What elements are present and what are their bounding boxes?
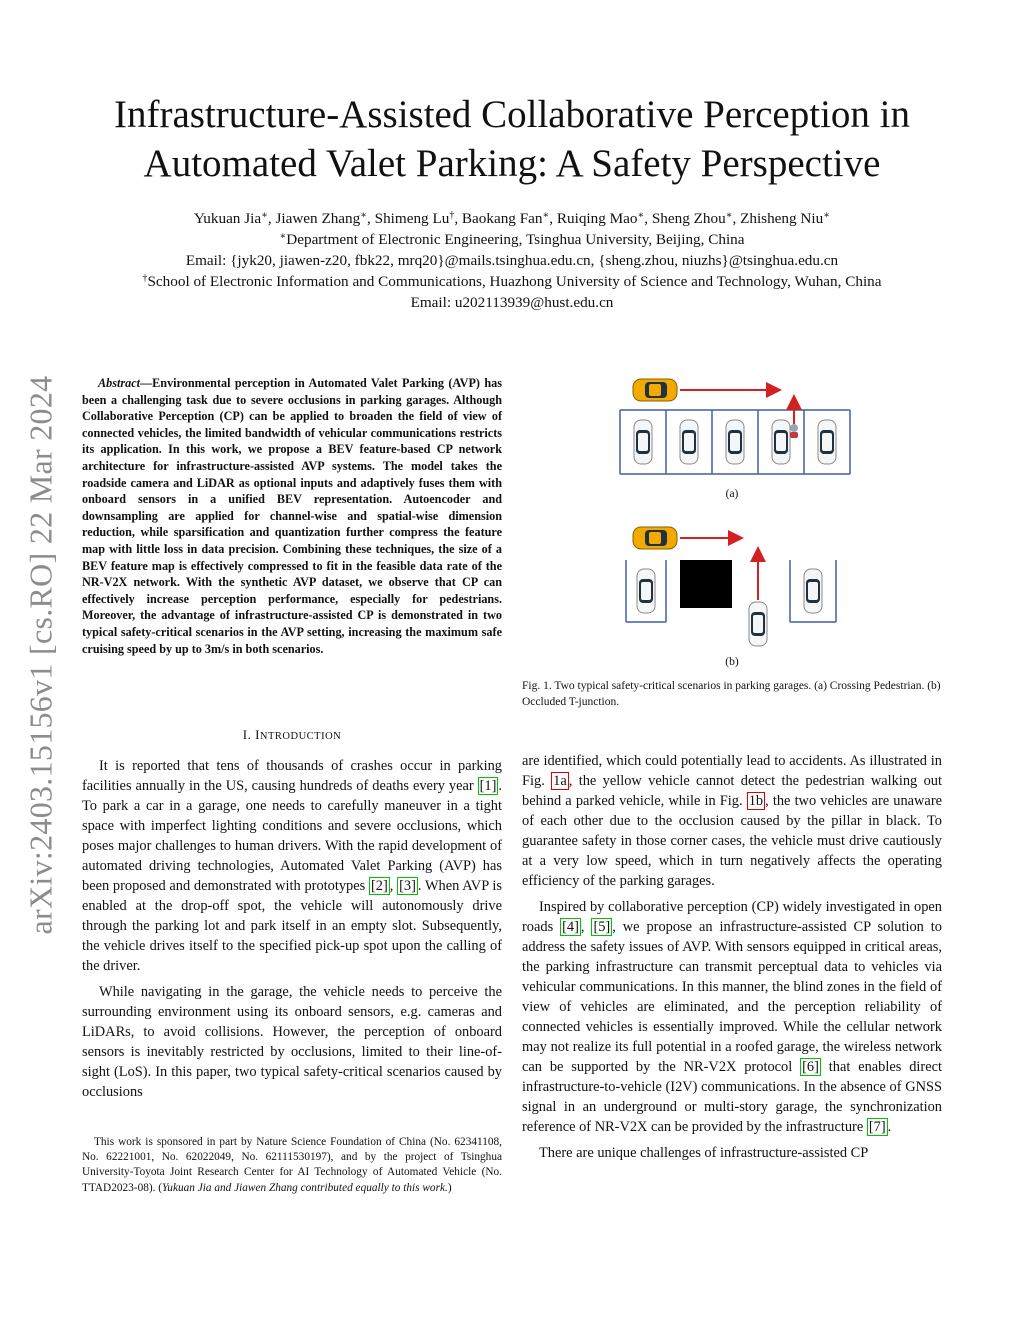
author-block xyxy=(60,208,964,313)
affiliation-mark: ∗ xyxy=(360,210,368,221)
citation-link[interactable]: [3] xyxy=(399,878,416,894)
author-name: Yukuan Jia xyxy=(194,210,262,227)
paragraph: There are unique challenges of infrastructure-assisted CP xyxy=(539,1145,869,1161)
arxiv-identifier-text: arXiv:2403.15156v1 [cs.RO] 22 Mar 2024 xyxy=(22,375,59,935)
figure-reference-link[interactable]: 1b xyxy=(748,793,764,809)
citation-link[interactable]: [2] xyxy=(370,878,388,894)
pedestrian-icon xyxy=(790,424,798,438)
parked-vehicle xyxy=(804,569,822,613)
paper-title xyxy=(60,90,964,188)
yellow-vehicle xyxy=(633,379,677,401)
affiliation-tsinghua: ∗Department of Electronic Engineering, Tsinghua University, Beijing, China xyxy=(279,231,745,248)
author-name: Ruiqing Mao xyxy=(556,210,638,227)
abstract-label: Abstract xyxy=(98,376,140,390)
yellow-vehicle xyxy=(633,527,677,549)
right-column-text xyxy=(522,751,942,1169)
affiliation-mark: ∗ xyxy=(261,210,268,221)
abstract-text: Environmental perception in Automated Valet Parking (AVP) has been a challenging task due to severe occlusions in parking garages. Although Collaborative Perception (CP) can be applied to broaden the field of view of connected vehicles, the limited bandwidth of vehicular communications restricts its application. In this work, we propose a BEV feature-based CP network architecture for infrastructure-assisted AVP systems. The model takes the roadside camera and LiDAR as optional inputs and adaptively fuses them with onboard sensors in a unified BEV representation. Autoencoder and downsampling are applied for channel-wise and spatial-wise dimension reduction, while sparsification and quantization further compress the feature map with little loss in data precision. Combining these techniques, the size of a BEV feature map is effectively compressed to fit in the feasible data rate of the NR-V2X network. With the synthetic AVP dataset, we observe that CP can effectively increase perception performance, especially for pedestrians. Moreover, the advantage of infrastructure-assisted CP is demonstrated in two typical safety-critical scenarios in the AVP setting, increasing the maximum safe cruising speed by up to 3m/s in both scenarios. xyxy=(82,376,502,656)
figure-1b-occluded-t-junction xyxy=(600,522,860,652)
author-list: Yukuan Jia∗, Jiawen Zhang∗, Shimeng Lu†, Baokang Fan∗, Ruiqing Mao∗, Sheng Zhou∗, Zhisheng Niu∗ xyxy=(194,210,830,227)
affiliation-mark: ∗ xyxy=(637,210,645,221)
author-name: Baokang Fan xyxy=(461,210,543,227)
citation-link[interactable]: [7] xyxy=(868,1119,886,1135)
email-hust: Email: u202113939@hust.edu.cn xyxy=(410,294,614,311)
affiliation-mark: † xyxy=(449,210,455,221)
figure-caption: Fig. 1. Two typical safety-critical scenarios in parking garages. (a) Crossing Pedestrian. (b) Occluded T-junction. xyxy=(522,680,941,708)
arxiv-identifier xyxy=(20,350,62,960)
citation-link[interactable]: [1] xyxy=(479,778,497,794)
section-heading-introduction: I. INTRODUCTION xyxy=(242,727,342,742)
parked-vehicle xyxy=(772,420,790,464)
paragraph: It is reported that tens of thousands of crashes occur in parking facilities annually in the US, causing hundreds of deaths every year [1] . To park a car in a garage, one needs to carefully maneuver in a tight space with imperfect lighting conditions and severe occlusions, which poses major challenges to human drivers. With the rapid development of automated driving technologies, Automated Valet Parking (AVP) has been proposed and demonstrated with prototypes [2] , [3] . When AVP is enabled at the drop-off spot, the vehicle will autonomously drive through the parking lot and park itself in an empty slot. Subsequently, the vehicle drives itself to the specified pick-up spot upon the calling of the driver. xyxy=(82,758,502,974)
affiliation-mark: ∗ xyxy=(725,210,733,221)
parked-vehicle xyxy=(634,420,652,464)
subfigure-label-a: (a) xyxy=(725,488,739,500)
paragraph: are identified, which could potentially lead to accidents. As illustrated in Fig. 1a , the yellow vehicle cannot detect the pedestrian walking out behind a parked vehicle, while in Fig. 1b , the two vehicles are unaware of each other due to the occlusion caused by the pillar in black. To guarantee safety in those corner cases, the vehicle must drive cautiously at a very low speed, which in turn negatively affects the operating efficiency of the parking garages. xyxy=(522,753,942,889)
figure-reference-link[interactable]: 1a xyxy=(553,773,567,789)
parked-vehicle xyxy=(726,420,744,464)
occluding-pillar xyxy=(680,560,732,608)
second-vehicle xyxy=(749,602,767,646)
affiliation-hust: †School of Electronic Information and Communications, Huazhong University of Science and Technology, Wuhan, China xyxy=(142,273,882,290)
parked-vehicle xyxy=(680,420,698,464)
affiliation-mark: ∗ xyxy=(823,210,830,221)
paragraph: Inspired by collaborative perception (CP) widely investigated in open roads [4] , [5] , we propose an infrastructure-assisted CP solution to address the safety issues of AVP. With sensors equipped in critical areas, the parking infrastructure can transmit perceptual data to vehicles via vehicular communications. In this manner, the blind zones in the field of view of vehicles are eliminated, and the perception reliability of connected vehicles is essentially improved. While the cellular network may not realize its full potential in a roofed garage, the wireless network can be supported by the NR-V2X protocol [6] that enables direct infrastructure-to-vehicle (I2V) communications. In the absence of GNSS signal in an underground or multi-story garage, the synchronization reference of NR-V2X can be provided by the infrastructure [7] . xyxy=(522,899,942,1135)
citation-link[interactable]: [6] xyxy=(802,1059,819,1075)
figure-1a-crossing-pedestrian xyxy=(600,370,860,480)
affiliation-mark: ∗ xyxy=(542,210,550,221)
paragraph: While navigating in the garage, the vehicle needs to perceive the surrounding environment using its onboard sensors, e.g. cameras and LiDARs, to avoid collisions. However, the perception of onboard sensors is inevitably restricted by occlusions, limited to their line-of-sight (LoS). In this paper, two typical safety-critical scenarios caused by occlusions xyxy=(82,984,502,1100)
author-name: Shimeng Lu xyxy=(374,210,450,227)
citation-link[interactable]: [4] xyxy=(562,919,579,935)
author-name: Zhisheng Niu xyxy=(740,210,824,227)
author-name: Jiawen Zhang xyxy=(275,210,361,227)
parked-vehicle xyxy=(818,420,836,464)
introduction-text xyxy=(82,756,502,1108)
parked-vehicle xyxy=(637,569,655,613)
title-line-2: Automated Valet Parking: A Safety Perspective xyxy=(143,142,881,185)
email-tsinghua: Email: {jyk20, jiawen-z20, fbk22, mrq20}@mails.tsinghua.edu.cn, {sheng.zhou, niuzhs}@tsinghua.edu.cn xyxy=(185,252,839,269)
funding-footnote: This work is sponsored in part by Nature Science Foundation of China (No. 62341108, No. 62221001, No. 62022049, No. 62111530197), and by the project of Tsinghua University-Toyota Joint Research Center for AI Technology of Automated Vehicle (No. TTAD2023-08). (Yukuan Jia and Jiawen Zhang contributed equally to this work.) xyxy=(82,1136,502,1194)
abstract: Abstract—Environmental perception in Automated Valet Parking (AVP) has been a challenging task due to severe occlusions in parking garages. Although Collaborative Perception (CP) can be applied to broaden the field of view of connected vehicles, the limited bandwidth of vehicular communications restricts its application. In this work, we propose a BEV feature-based CP network architecture for infrastructure-assisted AVP systems. The model takes the roadside camera and LiDAR as optional inputs and adaptively fuses them with onboard sensors in a unified BEV representation. Autoencoder and downsampling are applied for channel-wise and spatial-wise dimension reduction, while sparsification and quantization further compress the feature map with little loss in data precision. Combining these techniques, the size of a BEV feature map is effectively compressed to fit in the feasible data rate of the NR-V2X network. With the synthetic AVP dataset, we observe that CP can effectively increase perception performance, especially for pedestrians. Moreover, the advantage of infrastructure-assisted CP is demonstrated in two typical safety-critical scenarios in the AVP setting, increasing the maximum safe cruising speed by up to 3m/s in both scenarios. xyxy=(82,376,502,656)
title-line-1: Infrastructure-Assisted Collaborative Perception in xyxy=(113,93,910,136)
subfigure-label-b: (b) xyxy=(725,656,739,668)
citation-link[interactable]: [5] xyxy=(593,919,611,935)
author-name: Sheng Zhou xyxy=(651,210,726,227)
